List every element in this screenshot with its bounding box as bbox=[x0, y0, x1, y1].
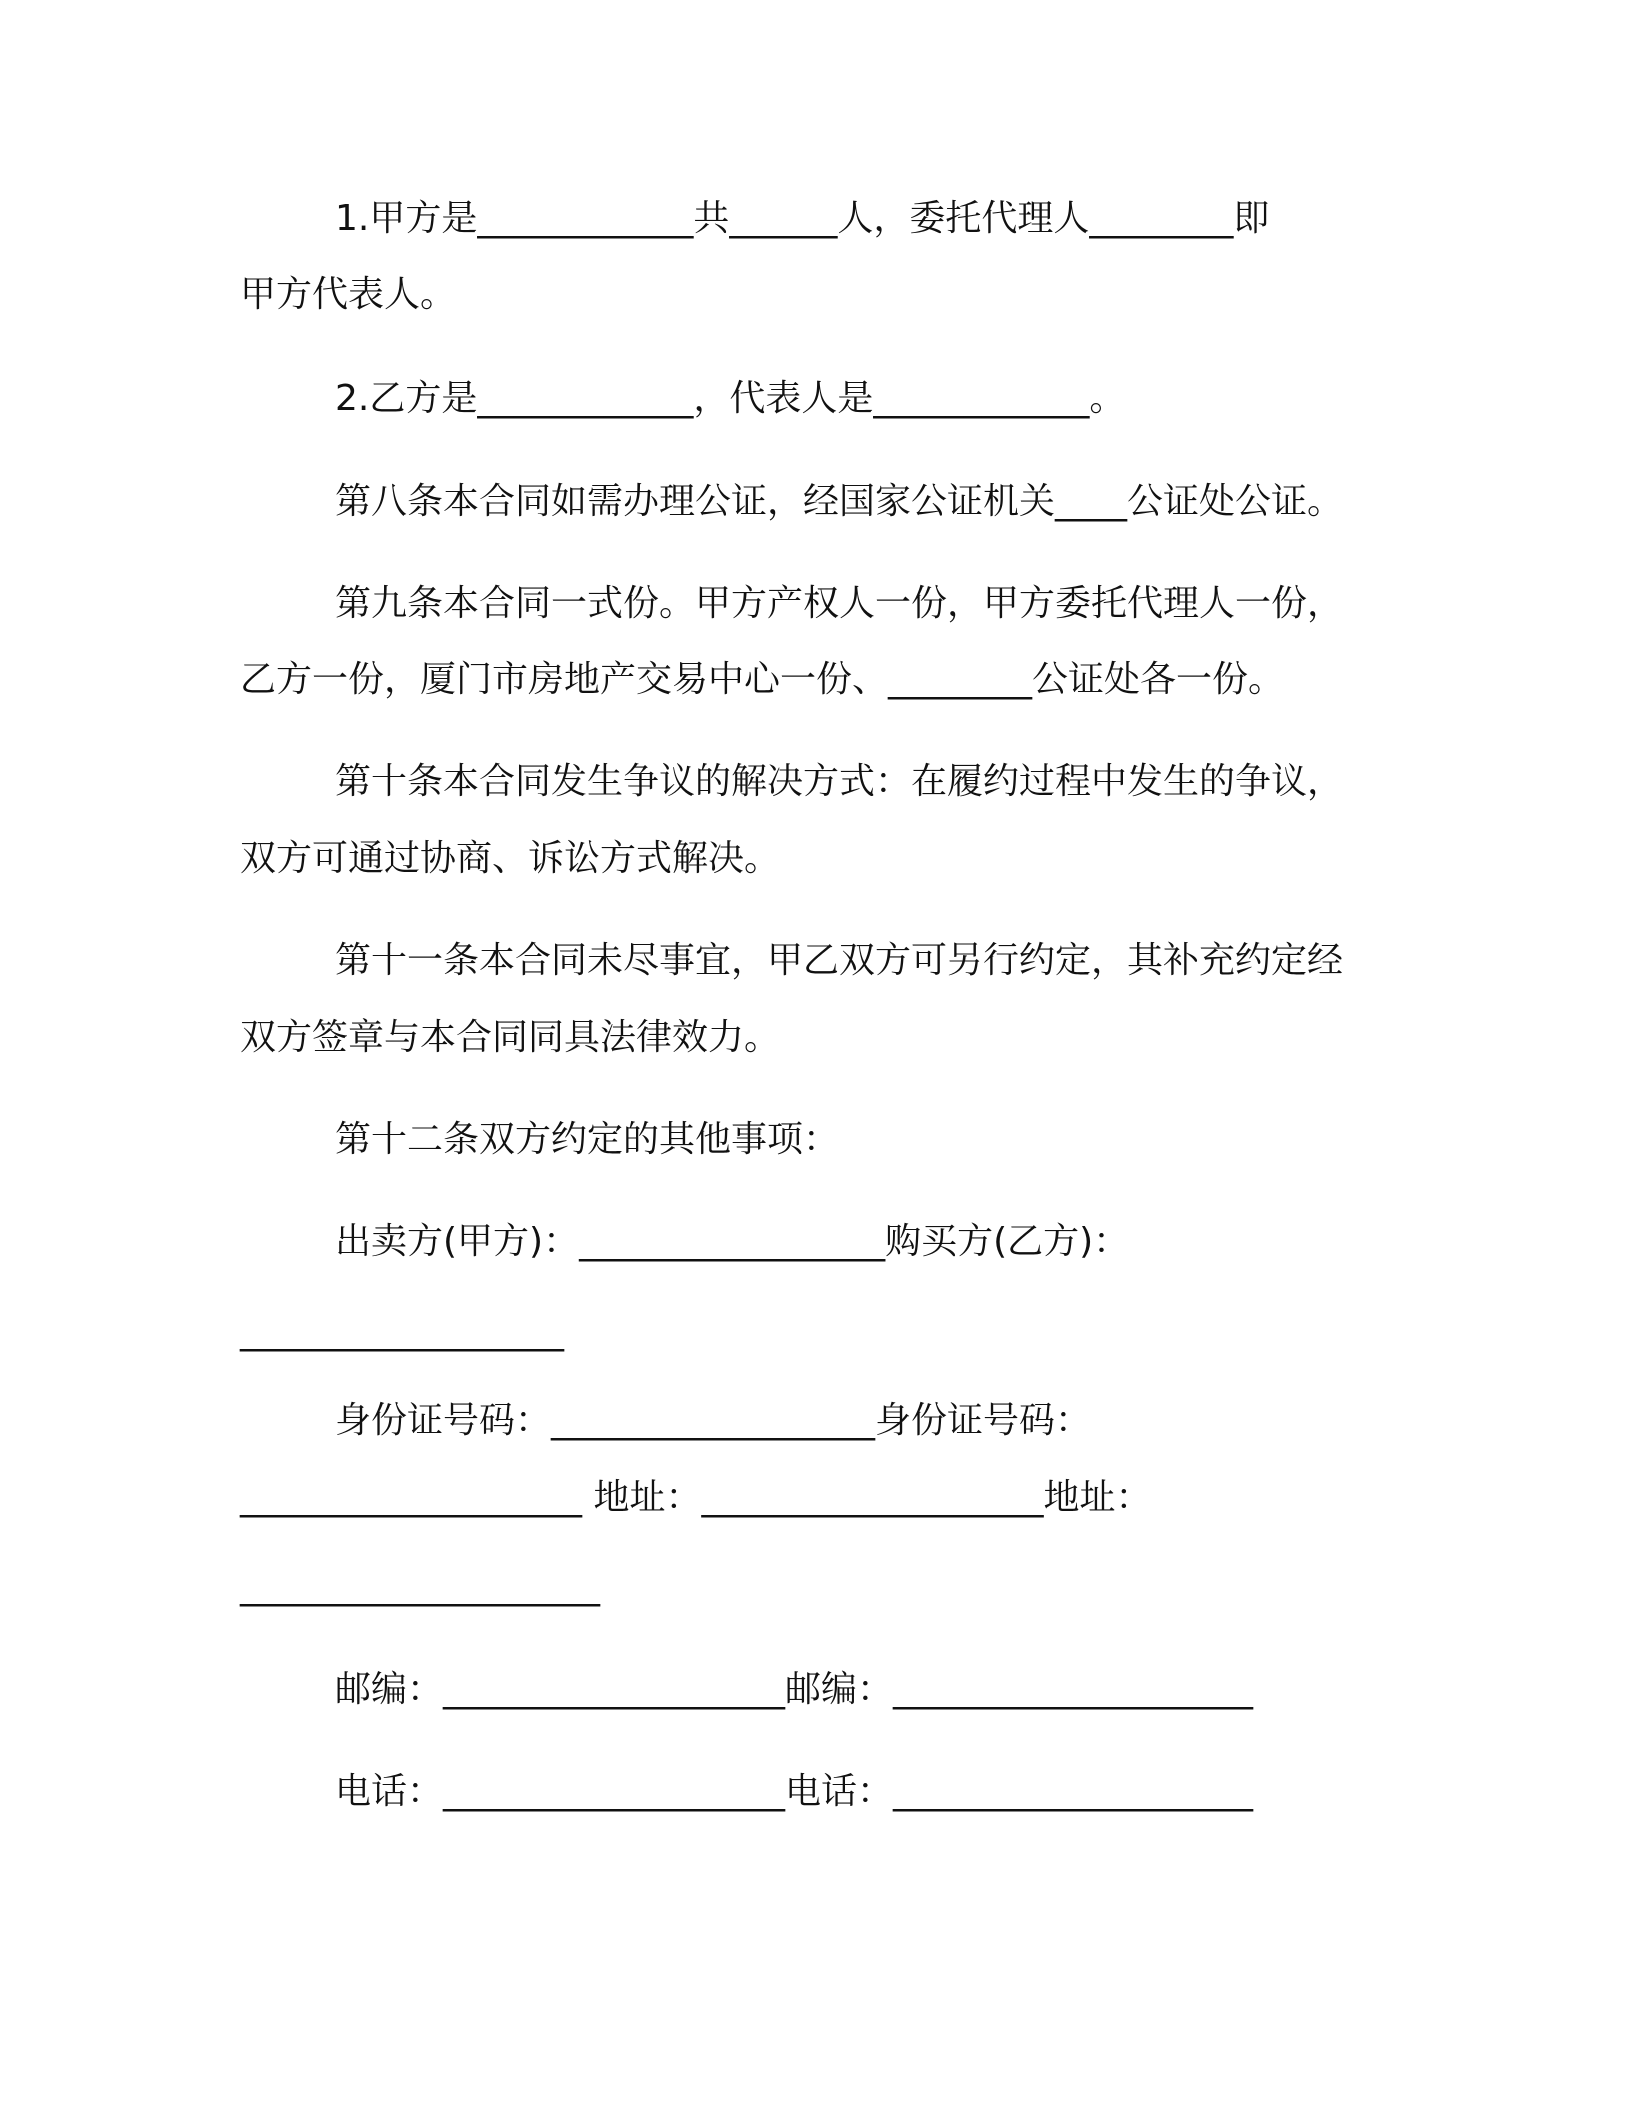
article-9: 第九条本合同一式份。甲方产权人一份，甲方委托代理人一份， bbox=[335, 583, 1344, 624]
seller-buyer-line: 出卖方(甲方)：_________________购买方(乙方)： bbox=[335, 1221, 1130, 1262]
address-blank: ____________________ bbox=[240, 1566, 600, 1607]
buyer-blank: __________________ bbox=[240, 1311, 564, 1352]
phone-line: 电话：___________________电话：____________________ bbox=[335, 1771, 1254, 1812]
article-8: 第八条本合同如需办理公证，经国家公证机关____公证处公证。 bbox=[335, 481, 1344, 522]
article-10-cont: 双方可通过协商、诉讼方式解决。 bbox=[240, 838, 781, 879]
article-9-cont: 乙方一份，厦门市房地产交易中心一份、________公证处各一份。 bbox=[240, 659, 1285, 700]
article-11-cont: 双方签章与本合同同具法律效力。 bbox=[240, 1017, 781, 1058]
clause-party-a-cont: 甲方代表人。 bbox=[240, 274, 457, 315]
article-12: 第十二条双方约定的其他事项： bbox=[335, 1119, 840, 1160]
postcode-line: 邮编：___________________邮编：____________________ bbox=[335, 1669, 1254, 1710]
article-11: 第十一条本合同未尽事宜，甲乙双方可另行约定，其补充约定经 bbox=[335, 940, 1344, 981]
clause-party-a: 1.甲方是____________共______人，委托代理人________即 bbox=[335, 198, 1270, 239]
clause-party-b: 2.乙方是____________，代表人是____________。 bbox=[335, 378, 1126, 419]
address-line: ___________________ 地址：___________________地址： bbox=[240, 1477, 1152, 1518]
article-10: 第十条本合同发生争议的解决方式：在履约过程中发生的争议， bbox=[335, 761, 1344, 802]
id-number-line: 身份证号码：__________________身份证号码： bbox=[335, 1400, 1092, 1441]
